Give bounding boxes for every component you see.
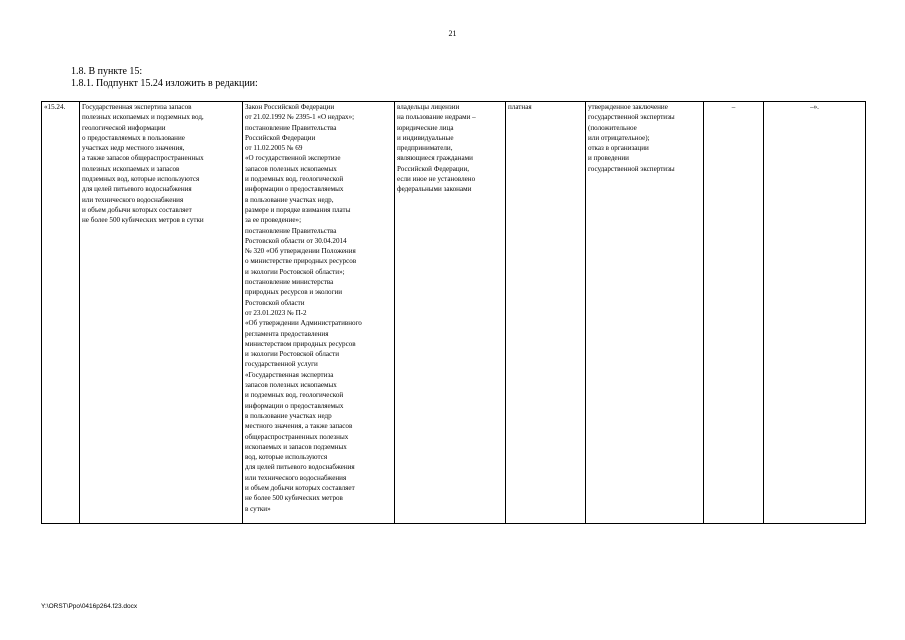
text-line: и объем добычи которых составляет <box>245 483 355 492</box>
text-line: участках недр местного значения, <box>82 144 185 153</box>
text-line: владельцы лицензии <box>397 103 460 111</box>
heading-item: 1.8. В пункте 15: <box>71 66 143 77</box>
text-line: государственной услуги <box>245 360 318 369</box>
text-line: регламента предоставления <box>245 329 329 338</box>
cell-result <box>586 102 704 524</box>
text-line: и подземных вод, геологической <box>245 391 344 400</box>
text-line: информации о предоставляемых <box>245 185 344 194</box>
text-line: от 21.02.1992 № 2395-1 «О недрах»; <box>245 113 355 122</box>
text-line: «Об утверждении Административного <box>245 319 362 328</box>
text-line: в сутки» <box>245 504 271 513</box>
text-line: если иное не установлено <box>397 175 476 184</box>
text-line: о министерстве природных ресурсов <box>245 257 357 266</box>
footer-file-path: Y:\ORST\Ppo\0416p264.f23.docx <box>41 603 138 610</box>
text-line: вод, которые используются <box>245 453 328 462</box>
text-line: от 23.01.2023 № П-2 <box>245 308 307 317</box>
text-line: и экологии Ростовской области <box>245 350 340 359</box>
text-line: и индивидуальные <box>397 133 454 142</box>
text-line: Закон Российской Федерации <box>245 103 335 111</box>
text-line: отказ в организации <box>588 144 649 153</box>
text-line: запасов полезных ископаемых <box>245 164 337 173</box>
text-line: «Государственная экспертиза <box>245 370 334 379</box>
text-line: или технического водоснабжения <box>82 195 184 204</box>
amendment-table <box>41 101 866 524</box>
text-line: для целей питьевого водоснабжения <box>245 463 355 472</box>
text-line: № 320 «Об утверждении Положения <box>245 247 356 256</box>
heading-subitem: 1.8.1. Подпункт 15.24 изложить в редакции: <box>71 78 258 89</box>
page-number: 21 <box>448 29 457 38</box>
text-line: Российской Федерации, <box>397 164 470 173</box>
text-line: общераспространенных полезных <box>245 432 349 441</box>
text-line: информации о предоставляемых <box>245 401 344 410</box>
text-line: Государственная экспертиза запасов <box>82 103 192 111</box>
legal-basis-text <box>245 102 392 514</box>
col7-text: – <box>731 103 736 111</box>
text-line: постановление Правительства <box>245 226 337 235</box>
text-line: министерством природных ресурсов <box>245 339 356 348</box>
text-line: полезных ископаемых и подземных вод, <box>82 113 204 122</box>
table-row <box>42 102 866 524</box>
text-line: постановление министерства <box>245 278 334 287</box>
payment-text: платная <box>508 103 532 111</box>
text-line: федеральными законами <box>397 185 472 194</box>
cell-col7 <box>704 102 764 524</box>
cell-col8 <box>764 102 866 524</box>
text-line: о предоставляемых в пользование <box>82 133 185 142</box>
text-line: в пользование участках недр, <box>245 195 334 204</box>
text-line: а также запасов общераспространенных <box>82 154 204 163</box>
text-line: не более 500 кубических метров в сутки <box>82 216 204 225</box>
cell-service-name <box>80 102 243 524</box>
text-line: природных ресурсов и экологии <box>245 288 343 297</box>
cell-payment <box>506 102 586 524</box>
text-line: на пользование недрами – <box>397 113 476 122</box>
text-line: или отрицательное); <box>588 133 650 142</box>
text-line: и экологии Ростовской области»; <box>245 267 345 276</box>
text-line: в пользование участках недр <box>245 411 332 420</box>
text-line: местного значения, а также запасов <box>245 422 353 431</box>
text-line: Ростовской области от 30.04.2014 <box>245 236 347 245</box>
text-line: государственной экспертизы <box>588 113 675 122</box>
col8-text: –». <box>810 103 819 111</box>
text-line: геологической информации <box>82 123 166 132</box>
text-line: государственной экспертизы <box>588 164 675 173</box>
text-line: ископаемых и запасов подземных <box>245 442 347 451</box>
row-number: «15.24. <box>44 103 66 111</box>
service-name-text <box>82 102 240 226</box>
text-line: и проведении <box>588 154 629 163</box>
text-line: от 11.02.2005 № 69 <box>245 144 303 153</box>
cell-legal-basis <box>243 102 395 524</box>
result-text <box>588 102 701 174</box>
text-line: не более 500 кубических метров <box>245 494 343 503</box>
text-line: постановление Правительства <box>245 123 337 132</box>
text-line: Ростовской области <box>245 298 305 307</box>
text-line: утвержденное заключение <box>588 103 668 111</box>
text-line: Российской Федерации <box>245 133 316 142</box>
cell-number <box>42 102 80 524</box>
text-line: (положительное <box>588 123 637 132</box>
text-line: предприниматели, <box>397 144 453 153</box>
text-line: и подземных вод, геологической <box>245 175 344 184</box>
text-line: являющиеся гражданами <box>397 154 473 163</box>
text-line: или технического водоснабжения <box>245 473 347 482</box>
text-line: запасов полезных ископаемых <box>245 381 337 390</box>
text-line: размере и порядке взимания платы <box>245 205 351 214</box>
cell-applicants <box>395 102 506 524</box>
text-line: за ее проведение»; <box>245 216 302 225</box>
text-line: юридические лица <box>397 123 454 132</box>
text-line: и объем добычи которых составляет <box>82 205 192 214</box>
text-line: «О государственной экспертизе <box>245 154 341 163</box>
applicants-text <box>397 102 503 195</box>
text-line: подземных вод, которые используются <box>82 175 200 184</box>
text-line: полезных ископаемых и запасов <box>82 164 180 173</box>
text-line: для целей питьевого водоснабжения <box>82 185 192 194</box>
